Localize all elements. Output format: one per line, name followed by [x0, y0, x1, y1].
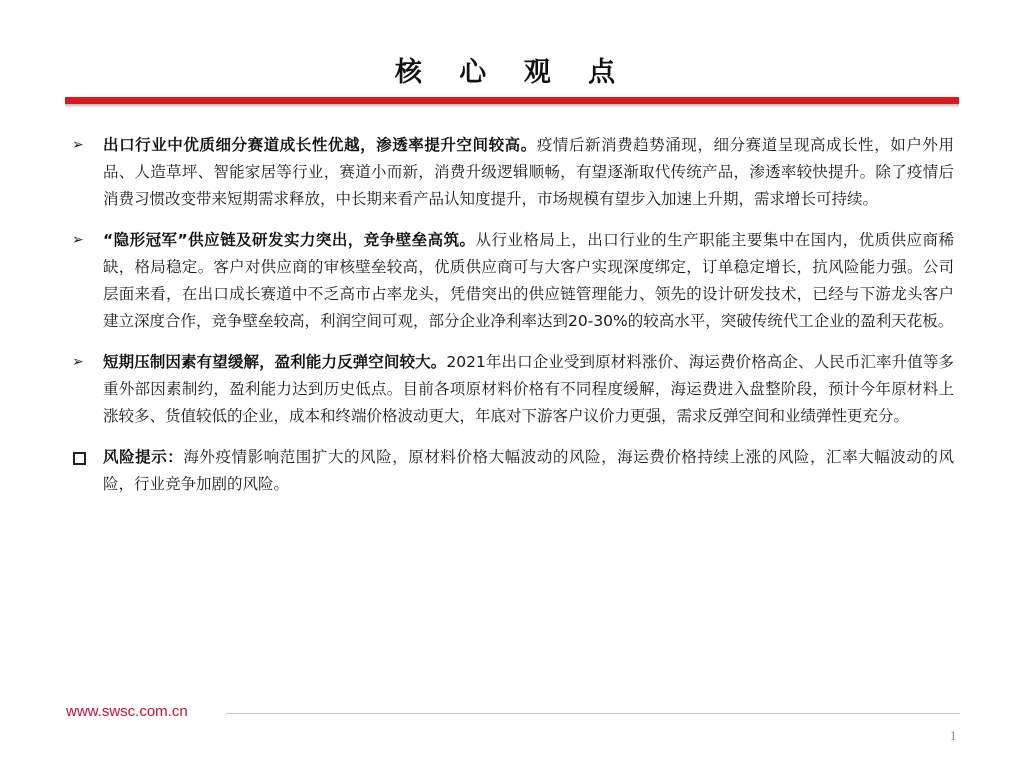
arrow-bullet-icon: ➢ — [72, 232, 84, 248]
risk-lead: 风险提示： — [103, 448, 184, 466]
footer-url: www.swsc.com.cn — [66, 703, 188, 720]
key-point-lead: “隐形冠军”供应链及研发实力突出，竞争壁垒高筑。 — [103, 231, 476, 249]
key-point-text: 疫情后新消费趋势涌现，细分赛道呈现高成长性，如户外用品、人造草坪、智能家居等行业，赛道小而新，消费升级逻辑顺畅，有望逐渐取代传统产品，渗透率较快提升。除了疫情后消费习惯改变带来短期需求释放，中长期来看产品认知度提升，市场规模有望步入加速上升期，需求增长可持续。 — [103, 136, 954, 208]
key-point-text: 2021年出口企业受到原材料涨价、海运费价格高企、人民币汇率升值等多重外部因素制约，盈利能力达到历史低点。目前各项原材料价格有不同程度缓解，海运费进入盘整阶段，预计今年原材料上涨较多、货值较低的企业，成本和终端价格波动更大，年底对下游客户议价力更强，需求反弹空间和业绩弹性更充分。 — [103, 353, 954, 425]
footer-divider — [226, 713, 960, 714]
key-point-text: 从行业格局上，出口行业的生产职能主要集中在国内，优质供应商稀缺，格局稳定。客户对供应商的审核壁垒较高，优质供应商可与大客户实现深度绑定，订单稳定增长，抗风险能力强。公司层面来看，在出口成长赛道中不乏高市占率龙头，凭借突出的供应链管理能力、领先的设计研发技术，已经与下游龙头客户建立深度合作，竞争壁垒较高，利润空间可观，部分企业净利率达到20-30%的较高水平，突破传统代工企业的盈利天花板。 — [103, 231, 954, 330]
key-point-risk — [70, 444, 954, 498]
key-points-list — [70, 132, 954, 512]
arrow-bullet-icon: ➢ — [72, 137, 84, 153]
title-divider-bar — [65, 97, 959, 104]
risk-text: 海外疫情影响范围扩大的风险，原材料价格大幅波动的风险，海运费价格持续上涨的风险，汇率大幅波动的风险，行业竞争加剧的风险。 — [103, 448, 954, 493]
key-point-competition — [70, 227, 954, 335]
title-divider-shadow — [65, 104, 959, 107]
key-point-lead: 短期压制因素有望缓解，盈利能力反弹空间较大。 — [103, 353, 447, 371]
page-number: 1 — [950, 728, 957, 743]
page-title: 核 心 观 点 — [394, 57, 630, 88]
arrow-bullet-icon: ➢ — [72, 354, 84, 370]
key-point-profitability — [70, 349, 954, 430]
square-bullet-icon — [73, 452, 86, 465]
key-point-lead: 出口行业中优质细分赛道成长性优越，渗透率提升空间较高。 — [103, 136, 537, 154]
key-point-growth — [70, 132, 954, 213]
